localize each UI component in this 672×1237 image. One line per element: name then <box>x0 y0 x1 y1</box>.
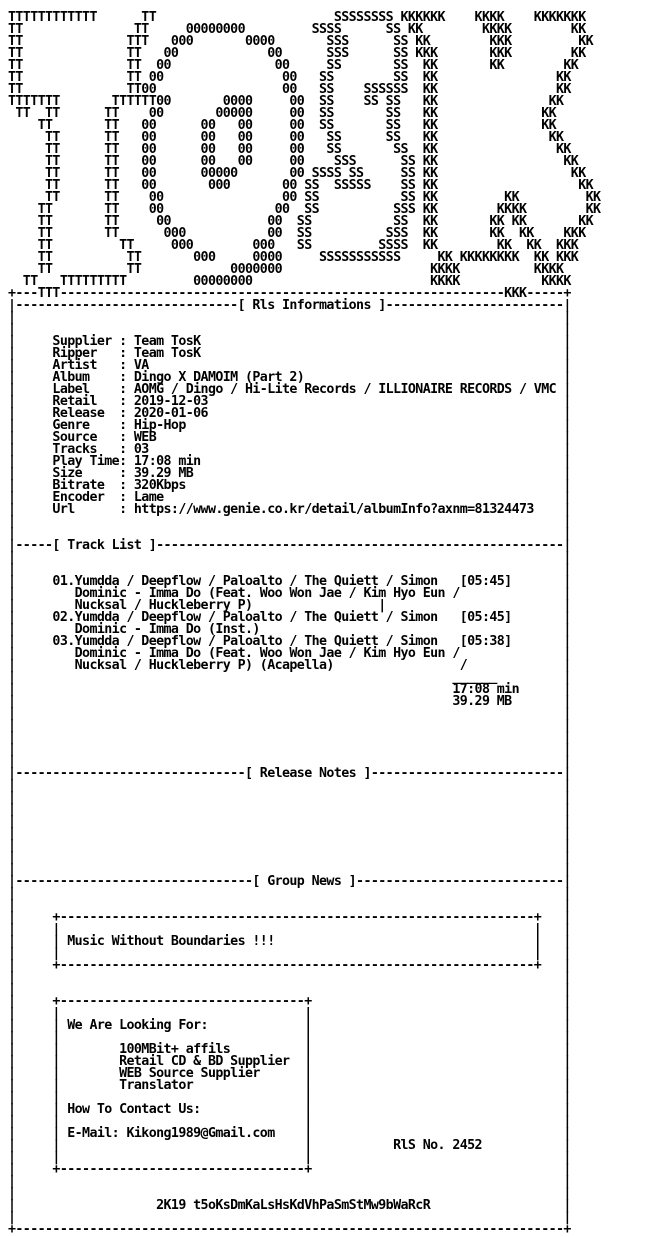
nfo-line: | | <box>8 706 571 721</box>
nfo-line: TT TT 00 00 00 00 SSS SS KK KK <box>8 154 579 169</box>
nfo-line: | 17:08 min | <box>8 682 571 697</box>
nfo-line: | | We Are Looking For: | | <box>8 1018 571 1033</box>
nfo-line: | | <box>8 322 571 337</box>
nfo-line: | | | | <box>8 922 571 937</box>
nfo-line: | | <box>8 790 571 805</box>
nfo-line: | Label : AOMG / Dingo / Hi-Lite Records / ILLIONAIRE RECORDS / VMC | <box>8 382 571 397</box>
nfo-line: TT TT 00 00 SS SS KK KK <box>8 70 571 85</box>
nfo-line: | | | | <box>8 1150 571 1165</box>
nfo-line: | +----------------------------------------------------------------+ | <box>8 910 571 925</box>
nfo-line: TT TT 00 00000 00 SSSS SS SS KK KK <box>8 166 586 181</box>
nfo-line: | Source : WEB | <box>8 430 571 445</box>
nfo-line: TTTTTTTTTTTT TT SSSSSSSS KKKKKK KKKK KKKKKKK <box>8 10 586 25</box>
nfo-line: | Size : 39.29 MB | <box>8 466 571 481</box>
nfo-line: | | <box>8 826 571 841</box>
nfo-line: | | <box>8 886 571 901</box>
nfo-line: | Bitrate : 320Kbps | <box>8 478 571 493</box>
nfo-line: | Nucksal / Huckleberry P) (Acapella) / | <box>8 658 571 673</box>
nfo-line: TT TT 00 00 SSS SS KKK KKK KK <box>8 46 586 61</box>
nfo-line: | ______ | <box>8 670 571 685</box>
nfo-line: TT TT 00 00 00 00 SS SS KK KK <box>8 142 571 157</box>
nfo-line: | | E-Mail: Kikong1989@Gmail.com | | <box>8 1126 571 1141</box>
nfo-line: | 01.Yumdda / Deepflow / Paloalto / The Quiett / Simon [05:45] | <box>8 574 571 589</box>
nfo-line: | | Retail CD & BD Supplier | | <box>8 1054 571 1069</box>
nfo-line: | | <box>8 562 571 577</box>
nfo-line: TT TT 00 00 SS SS KK KK KK <box>8 190 601 205</box>
nfo-line: | | How To Contact Us: | | <box>8 1102 571 1117</box>
nfo-line: | | Translator | | <box>8 1078 571 1093</box>
nfo-line: TT TT 00 00 00 00 SS SS KK KK <box>8 118 557 133</box>
nfo-line: | Dominic - Imma Do (Inst.) | <box>8 622 571 637</box>
nfo-line: | | WEB Source Supplier | | <box>8 1066 571 1081</box>
nfo-line: TT TT 000 00 SS SSS KK KK KK KKK <box>8 226 586 241</box>
nfo-line: | | <box>8 514 571 529</box>
nfo-line: TT TTT 000 0000 SSS SS KK KKK KK <box>8 34 594 49</box>
nfo-line: | | | | <box>8 1114 571 1129</box>
nfo-line: TT TT 00 00 00 00 SS SS KK KK <box>8 130 564 145</box>
nfo-line: TT TT 000 000 SS SSSS KK KK KK KKK <box>8 238 579 253</box>
nfo-line: | | <box>8 814 571 829</box>
nfo-line: | | <box>8 850 571 865</box>
nfo-line: | | <box>8 550 571 565</box>
nfo-line: |------------------------------[ Rls Informations ]------------------------| <box>8 298 571 313</box>
nfo-line: | | <box>8 838 571 853</box>
nfo-line: TTTTTTT TTTTTT00 0000 00 SS SS SS KK KK <box>8 94 564 109</box>
nfo-line: | | <box>8 802 571 817</box>
nfo-line: TT TT 00 00 SS SSS KK KKKK KK <box>8 202 601 217</box>
nfo-line: | Nucksal / Huckleberry P) | | <box>8 598 571 613</box>
nfo-line: | Encoder : Lame | <box>8 490 571 505</box>
nfo-line: TT TTTTTTTTT 00000000 KKKK KKKK <box>8 274 571 289</box>
nfo-line: | Play Time: 17:08 min | <box>8 454 571 469</box>
nfo-line: | | | | <box>8 1006 571 1021</box>
nfo-line: TT TT 000 0000 SSSSSSSSSSS KK KKKKKKKK KK KKK <box>8 250 579 265</box>
nfo-line: | +----------------------------------------------------------------+ | <box>8 958 571 973</box>
nfo-line: TT TT 0000000 KKKK KKKK <box>8 262 564 277</box>
nfo-line: | | 100MBit+ affils | | <box>8 1042 571 1057</box>
nfo-line: +---TTT------------------------------------------------------------KKK-----+ <box>8 286 571 301</box>
nfo-line: TT TT 00 00 SS SS KK KK KK <box>8 58 579 73</box>
nfo-line: | +---------------------------------+ | <box>8 1162 571 1177</box>
nfo-line: | | <box>8 1186 571 1201</box>
nfo-line: | Dominic - Imma Do (Feat. Woo Won Jae / Kim Hyo Eun / | <box>8 586 571 601</box>
nfo-line: | | <box>8 1210 571 1225</box>
nfo-line: | | <box>8 862 571 877</box>
nfo-line: | | | | <box>8 1090 571 1105</box>
nfo-line: | Dominic - Imma Do (Feat. Woo Won Jae / Kim Hyo Eun / | <box>8 646 571 661</box>
nfo-line: | | <box>8 898 571 913</box>
nfo-line: | Album : Dingo X DAMOIM (Part 2) | <box>8 370 571 385</box>
nfo-line: | | <box>8 730 571 745</box>
nfo-line: | Artist : VA | <box>8 358 571 373</box>
nfo-line: | | | RlS No. 2452 | <box>8 1138 571 1153</box>
nfo-line: | Tracks : 03 | <box>8 442 571 457</box>
nfo-line: | | <box>8 718 571 733</box>
nfo-line: | 2K19 t5oKsDmKaLsHsKdVhPaSmStMw9bWaRcR | <box>8 1198 571 1213</box>
nfo-line: | | <box>8 1174 571 1189</box>
nfo-line: | | <box>8 754 571 769</box>
nfo-line: | | <box>8 778 571 793</box>
nfo-line: | | <box>8 526 571 541</box>
nfo-line: | Genre : Hip-Hop | <box>8 418 571 433</box>
nfo-line: | Url : https://www.genie.co.kr/detail/albumInfo?axnm=81324473 | <box>8 502 571 517</box>
nfo-line: | | | | <box>8 946 571 961</box>
nfo-line: | 02.Yumdda / Deepflow / Paloalto / The Quiett / Simon [05:45] | <box>8 610 571 625</box>
nfo-line: |--------------------------------[ Group News ]----------------------------| <box>8 874 571 889</box>
nfo-line: TT TT00 00 SS SSSSSS KK KK <box>8 82 571 97</box>
nfo-line: | Ripper : Team TosK | <box>8 346 571 361</box>
nfo-line: | | <box>8 970 571 985</box>
nfo-line: TT TT 00 000 00 SS SSSSS SS KK KK <box>8 178 594 193</box>
nfo-line: | Release : 2020-01-06 | <box>8 406 571 421</box>
nfo-line: | +---------------------------------+ | <box>8 994 571 1009</box>
nfo-line: |-----[ Track List ]-------------------------------------------------------| <box>8 538 571 553</box>
nfo-line: | | Music Without Boundaries !!! | | <box>8 934 571 949</box>
nfo-line: +--------------------------------------------------------------------------+ <box>8 1222 571 1237</box>
nfo-line: | | <box>8 982 571 997</box>
nfo-line: | | <box>8 742 571 757</box>
nfo-line: | Supplier : Team TosK | <box>8 334 571 349</box>
nfo-line: | 03.Yumdda / Deepflow / Paloalto / The Quiett / Simon [05:38] | <box>8 634 571 649</box>
nfo-line: | | | | <box>8 1030 571 1045</box>
nfo-line: TT TT 00 00 SS SS KK KK KK KK <box>8 214 594 229</box>
nfo-line: TT TT TT 00 00000 00 SS SS KK KK <box>8 106 557 121</box>
nfo-line: | | <box>8 310 571 325</box>
nfo-line: |-------------------------------[ Release Notes ]--------------------------| <box>8 766 571 781</box>
nfo-line: TT TT 00000000 SSSS SS KK KKKK KK <box>8 22 586 37</box>
nfo-line: | 39.29 MB | <box>8 694 571 709</box>
nfo-line: | Retail : 2019-12-03 | <box>8 394 571 409</box>
